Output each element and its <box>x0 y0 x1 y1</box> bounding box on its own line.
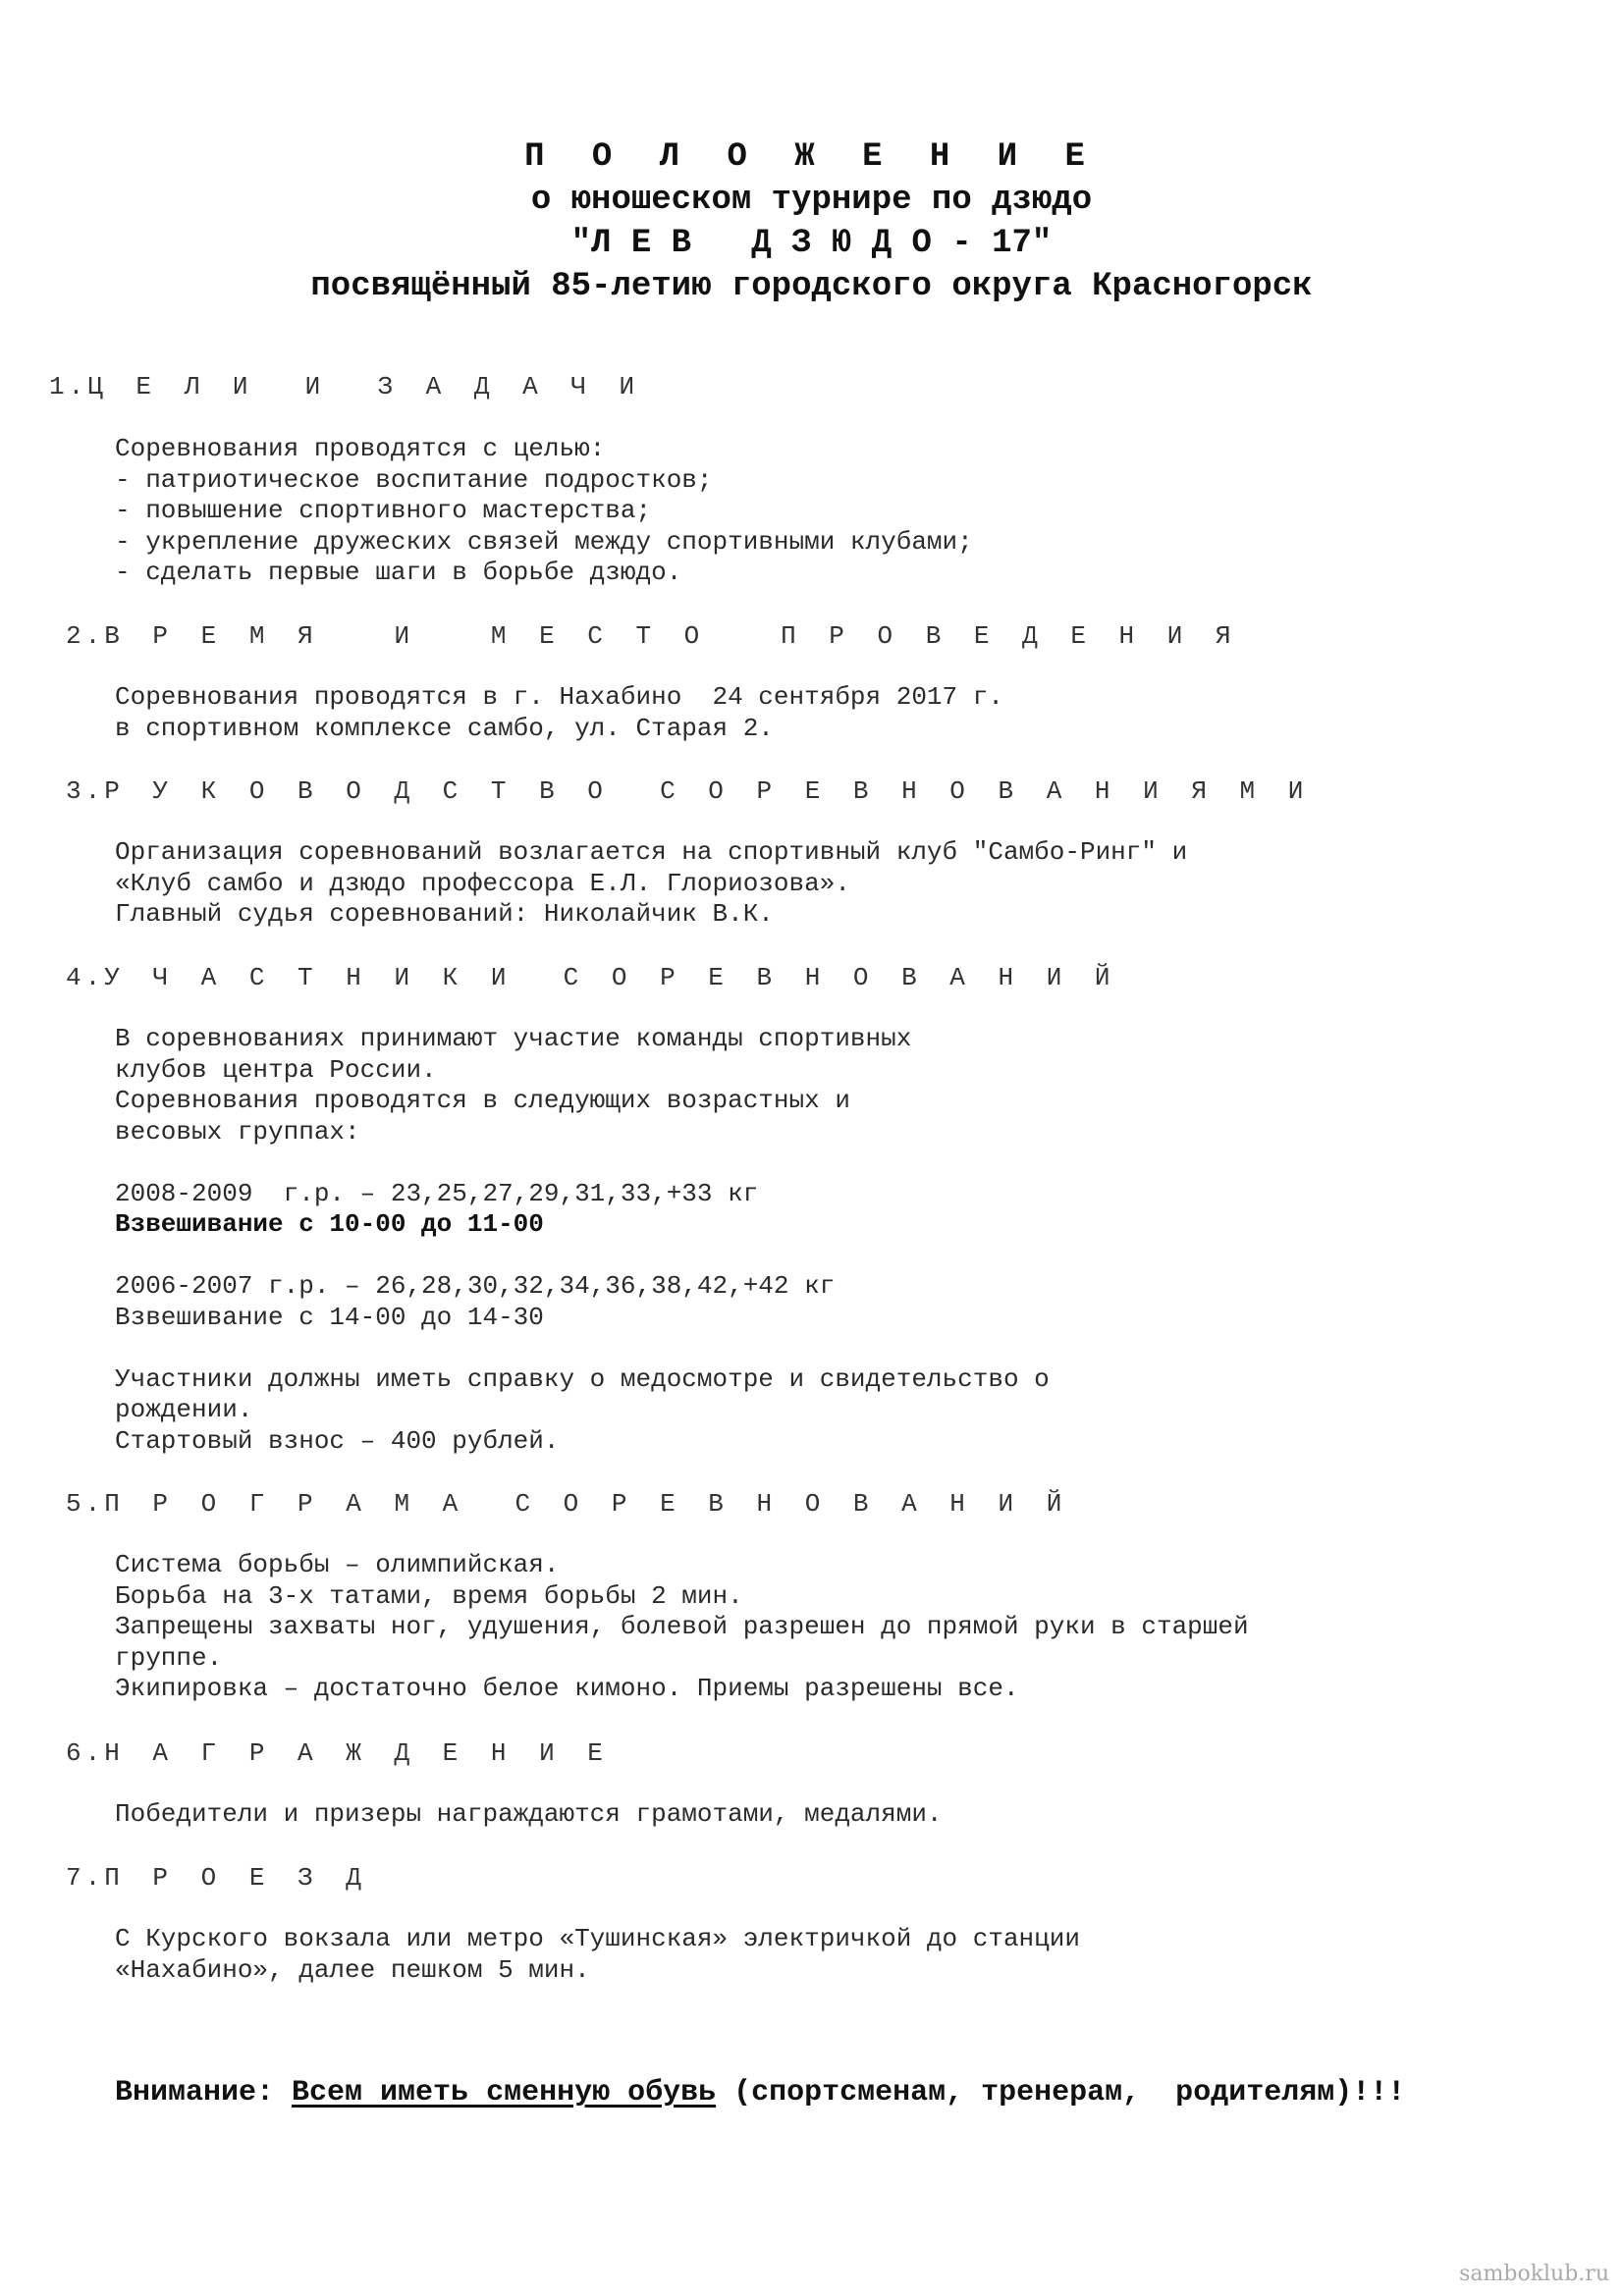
text-line: Соревнования проводятся в следующих возрастных и <box>115 1086 850 1115</box>
text-line: С Курского вокзала или метро «Тушинская» электричкой до станции <box>115 1924 1080 1953</box>
notice-label: Внимание: <box>115 2076 293 2109</box>
text-line: Участники должны иметь справку о медосмотре и свидетельство о <box>115 1363 1050 1394</box>
section-title-goals: 1.Ц Е Л И И З А Д А Ч И <box>49 372 644 401</box>
document-title: П О Л О Ж Е Н И Е <box>524 138 1099 176</box>
text-line: Система борьбы – олимпийская. <box>115 1550 560 1579</box>
text-line <box>115 1148 1050 1179</box>
text-line: рождении. <box>115 1395 253 1424</box>
weigh-in-older: Взвешивание с 14-00 до 14-30 <box>115 1302 544 1332</box>
text-line: - патриотическое воспитание подростков; <box>115 464 713 495</box>
notice-rest: (спортсменам, тренерам, родителям)!!! <box>716 2076 1406 2109</box>
dedication-line: посвящённый 85-летию городского округа Красногорск <box>310 268 1313 305</box>
weigh-in-younger: Взвешивание с 10-00 до 11-00 <box>115 1209 544 1239</box>
tournament-name: "Л Е В Д З Ю Д О - 17" <box>570 225 1053 262</box>
section-body-awards <box>115 1799 943 1831</box>
text-line: в спортивном комплексе самбо, ул. Старая 2. <box>115 713 774 743</box>
section-title-directions: 7.П Р О Е З Д <box>66 1863 370 1893</box>
text-line: - повышение спортивного мастерства; <box>115 496 652 525</box>
section-body-management <box>115 837 1187 931</box>
section-body-participants <box>115 1024 1050 1457</box>
document-subtitle: о юношеском турнире по дзюдо <box>530 182 1093 219</box>
attention-notice <box>115 2073 1405 2112</box>
text-line: Победители и призеры награждаются грамотами, медалями. <box>115 1799 943 1829</box>
weight-group-younger: 2008-2009 г.р. – 23,25,27,29,31,33,+33 кг <box>115 1178 759 1208</box>
weight-group-older: 2006-2007 г.р. – 26,28,30,32,34,36,38,42,+42 кг <box>115 1271 836 1301</box>
text-line: Запрещены захваты ног, удушения, болевой разрешен до прямой руки в старшей <box>115 1612 1249 1641</box>
section-body-program <box>115 1550 1249 1705</box>
text-line <box>115 1333 1050 1364</box>
text-line: - укрепление дружеских связей между спортивными клубами; <box>115 526 973 557</box>
section-title-awards: 6.Н А Г Р А Ж Д Е Н И Е <box>66 1738 612 1768</box>
text-line: Борьба на 3-х татами, время борьбы 2 мин. <box>115 1580 743 1611</box>
watermark: samboklub.ru <box>1459 2262 1609 2286</box>
section-title-program: 5.П Р О Г Р А М А С О Р Е В Н О В А Н И Й <box>66 1489 1071 1519</box>
text-line: «Клуб самбо и дзюдо профессора Е.Л. Глориозова». <box>115 868 850 898</box>
text-line: Экипировка – достаточно белое кимоно. Приемы разрешены все. <box>115 1674 1019 1703</box>
text-line: Соревнования проводятся с целью: <box>115 434 606 463</box>
text-line: Организация соревнований возлагается на спортивный клуб "Самбо-Ринг" и <box>115 837 1188 867</box>
text-line <box>115 1241 1050 1272</box>
document-header <box>0 135 1623 308</box>
text-line: - сделать первые шаги в борьбе дзюдо. <box>115 558 682 587</box>
notice-underlined: Всем иметь сменную обувь <box>292 2076 717 2109</box>
section-title-time-place: 2.В Р Е М Я И М Е С Т О П Р О В Е Д Е Н И Я <box>66 621 1240 651</box>
text-line: весовых группах: <box>115 1116 360 1147</box>
text-line: В соревнованиях принимают участие команды спортивных <box>115 1024 912 1053</box>
text-line: клубов центра России. <box>115 1054 437 1085</box>
section-body-time-place <box>115 682 1003 744</box>
text-line: «Нахабино», далее пешком 5 мин. <box>115 1954 590 1985</box>
section-body-directions <box>115 1924 1080 1986</box>
text-line: Соревнования проводятся в г. Нахабино 24 сентября 2017 г. <box>115 682 1003 712</box>
text-line: Главный судья соревнований: Николайчик В.К. <box>115 899 774 929</box>
text-line: группе. <box>115 1642 223 1673</box>
entry-fee: Стартовый взнос – 400 рублей. <box>115 1425 560 1456</box>
section-title-management: 3.Р У К О В О Д С Т В О С О Р Е В Н О В А Н И Я М И <box>66 776 1313 806</box>
section-title-participants: 4.У Ч А С Т Н И К И С О Р Е В Н О В А Н И Й <box>66 963 1119 992</box>
section-body-goals <box>115 434 973 589</box>
